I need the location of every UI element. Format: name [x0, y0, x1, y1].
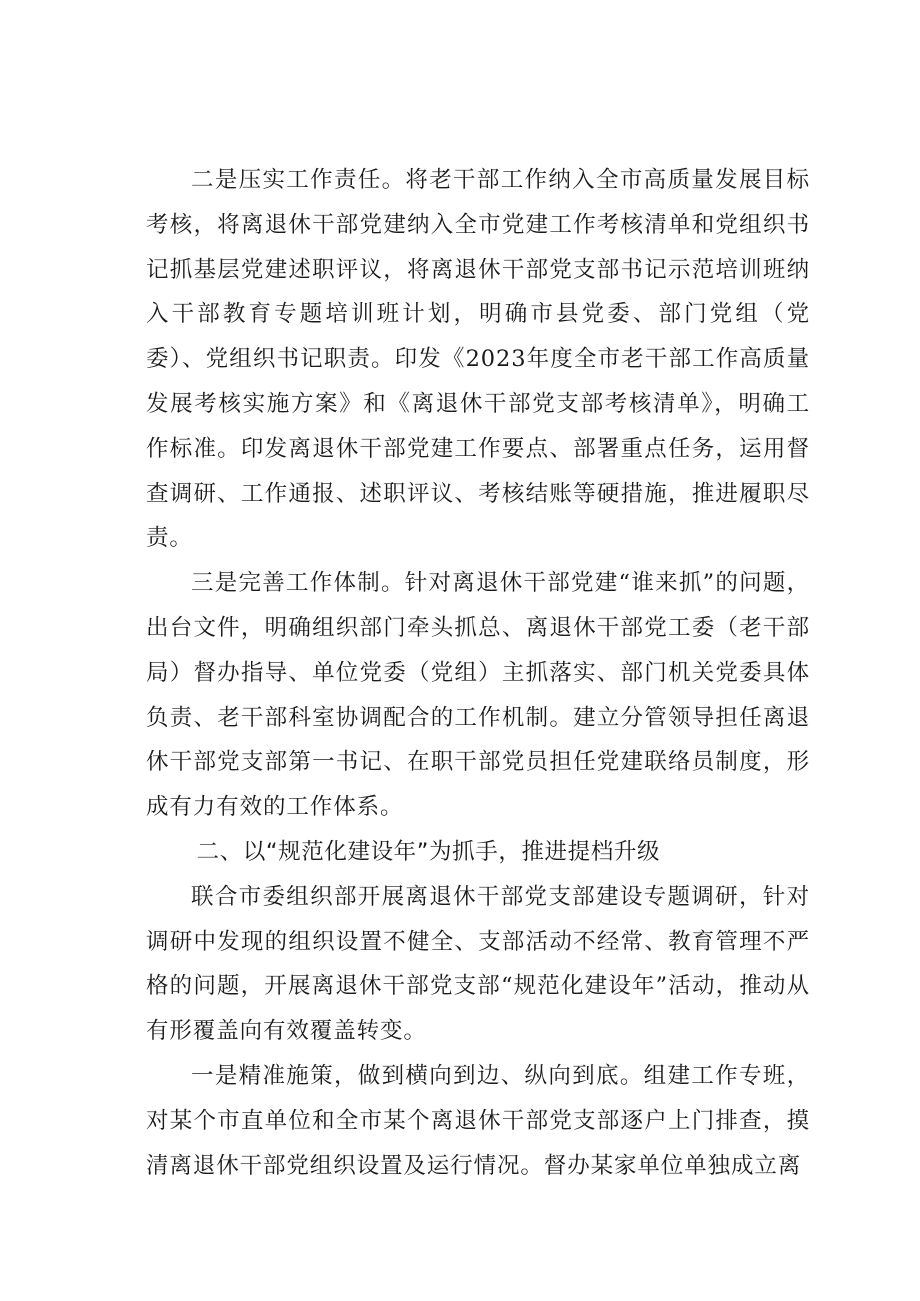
paragraph-precise-measures: 一是精准施策，做到横向到边、纵向到底。组建工作专班，对某个市直单位和全市某个离退休干部党支部逐户上门排查，摸清离退休干部党组织设置及运行情况。督办某家单位单独成立离 [146, 1062, 810, 1179]
section-heading: 二、以“规范化建设年”为抓手，推进提档升级 [196, 838, 661, 865]
paragraph-work-system: 三是完善工作体制。针对离退休干部党建“谁来抓”的问题，出台文件，明确组织部门牵头抓总、离退休干部党工委（老干部局）督办指导、单位党委（党组）主抓落实、部门机关党委具体负责、老干部科室协调配合的工作机制。建立分管领导担任离退休干部党支部第一书记、在职干部党员担任党建联络员制度，形成有力有效的工作体系。 [146, 570, 810, 821]
document-body [146, 158, 810, 1188]
paragraph-standardization-intro: 联合市委组织部开展离退休干部党支部建设专题调研，针对调研中发现的组织设置不健全、支部活动不经常、教育管理不严格的问题，开展离退休干部党支部“规范化建设年”活动，推动从有形覆盖向有效覆盖转变。 [146, 883, 810, 1045]
paragraph-work-responsibility: 二是压实工作责任。将老干部工作纳入全市高质量发展目标考核，将离退休干部党建纳入全市党建工作考核清单和党组织书记抓基层党建述职评议，将离退休干部党支部书记示范培训班纳入干部教育专题培训班计划，明确市县党委、部门党组（党委）、党组织书记职责。印发《2023年度全市老干部工作高质量发展考核实施方案》和《离退休干部党支部考核清单》，明确工作标准。印发离退休干部党建工作要点、部署重点任务，运用督查调研、工作通报、述职评议、考核结账等硬措施，推进履职尽责。 [146, 167, 810, 552]
